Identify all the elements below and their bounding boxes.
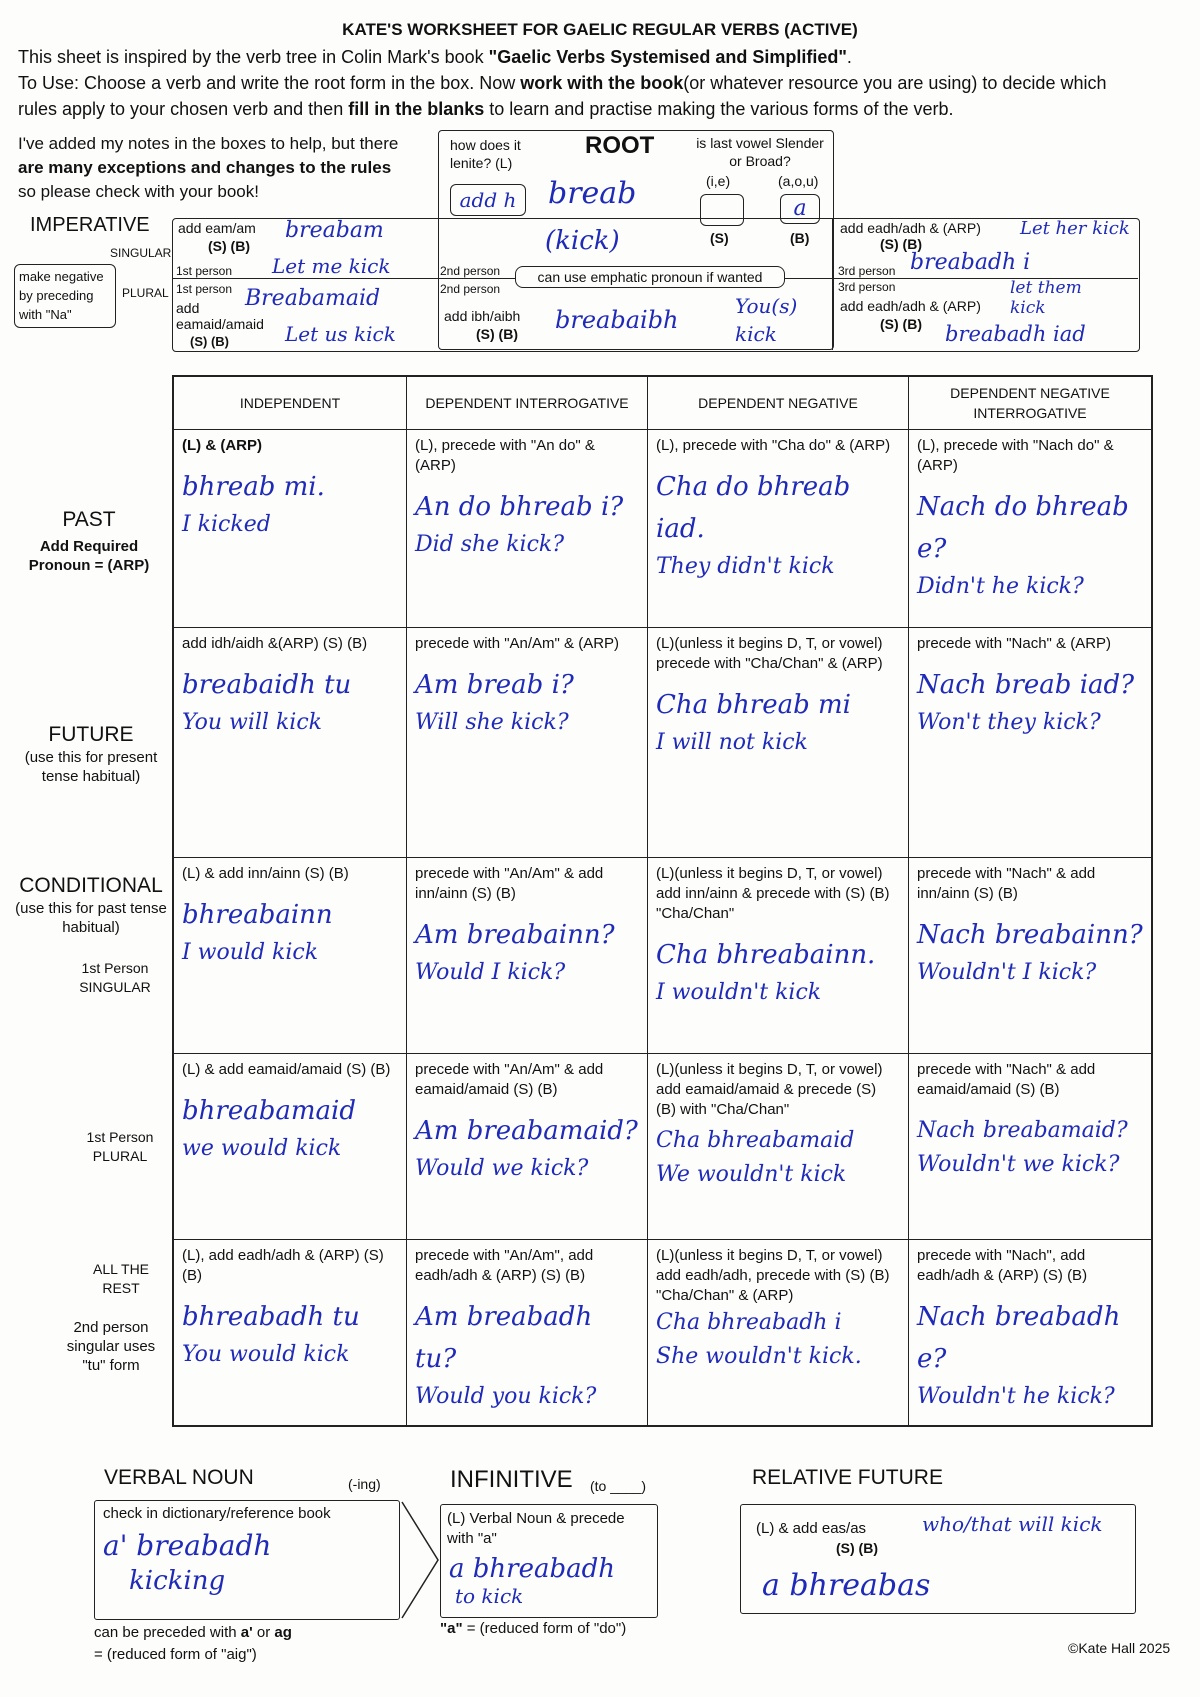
grid-cell[interactable]	[407, 628, 648, 858]
imp-1pl-meaning: Let us kick	[285, 322, 396, 346]
imp-1sg-meaning: Let me kick	[272, 254, 391, 278]
imperative-vline	[832, 218, 833, 350]
grid-row-cond-rest	[173, 1240, 1152, 1426]
imp-3sg-person: 3rd person	[838, 264, 896, 278]
vn-note-d: ag	[274, 1624, 292, 1641]
broad-b-label: (B)	[790, 230, 810, 246]
infinitive-rule: (L) Verbal Noun & precede with "a"	[447, 1510, 625, 1547]
grid-cell[interactable]	[648, 430, 909, 628]
cell-meaning: Wouldn't we kick?	[917, 1152, 1120, 1177]
cell-rule: precede with "Nach", add eadh/adh & (ARP) (S) (B)	[917, 1247, 1088, 1284]
cell-answer: Cha do bhreab iad.	[656, 472, 851, 544]
imp-2pl-sb: (S) (B)	[476, 326, 518, 342]
intro-emph2: fill in the blanks	[348, 99, 485, 119]
cell-meaning: I would kick	[182, 940, 319, 965]
intro-line2-end: (or whatever resource you are using) to decide which	[683, 73, 1107, 93]
imp-1pl-sb: (S) (B)	[190, 334, 229, 349]
grid-row-cond-1sg	[173, 858, 1152, 1054]
cell-answer: Nach breabainn?	[917, 920, 1143, 950]
row-label-past	[14, 510, 164, 575]
grid-cell[interactable]	[407, 1240, 648, 1426]
cell-answer: bhreabainn	[182, 900, 333, 930]
cell-rule: precede with "An/Am" & (ARP)	[415, 635, 620, 652]
imp-2pl-meaning: You(s) kick	[735, 294, 798, 346]
cell-rule: (L)(unless it begins D, T, or vowel) add inn/ainn & precede with (S) (B) "Cha/Chan"	[656, 865, 890, 922]
cell-answer: Am breab i?	[415, 670, 574, 700]
intro-dot: .	[846, 47, 852, 67]
imp-2pl-rule: add ibh/aibh	[444, 308, 521, 324]
cond-rest-label: ALL THE REST	[92, 1261, 150, 1296]
imp-3sg-sb: (S) (B)	[880, 236, 922, 252]
singular-label: SINGULAR	[110, 246, 172, 260]
verbal-noun-label: VERBAL NOUN	[104, 1466, 254, 1489]
grid-cell[interactable]	[648, 858, 909, 1054]
cell-rule: precede with "Nach" & (ARP)	[917, 635, 1112, 652]
cell-rule: (L), precede with "Nach do" & (ARP)	[917, 437, 1114, 474]
cell-answer: Am breabadh tu?	[415, 1302, 593, 1374]
grid-cell[interactable]	[407, 858, 648, 1054]
cell-answer: Am breabamaid?	[415, 1116, 638, 1146]
cell-rule: (L)(unless it begins D, T, or vowel) add eadh/adh, precede with (S) (B) "Cha/Chan" & (ARP)	[656, 1247, 890, 1304]
cell-rule: precede with "Nach" & add inn/ainn (S) (B)	[917, 865, 1096, 902]
cell-rule: precede with "An/Am" & add inn/ainn (S) (B)	[415, 865, 604, 902]
emphatic-note: can use emphatic pronoun if wanted	[515, 266, 785, 288]
cell-meaning: I wouldn't kick	[656, 980, 822, 1005]
grid-cell[interactable]	[173, 628, 407, 858]
header-independent: INDEPENDENT	[173, 376, 407, 430]
grid-row-cond-1pl	[173, 1054, 1152, 1240]
infinitive-to: (to ____)	[590, 1478, 647, 1494]
note-line2: are many exceptions and changes to the rules	[18, 158, 392, 177]
infinitive-label: INFINITIVE	[450, 1466, 573, 1493]
imp-3pl-answer[interactable]: breabadh iad	[945, 322, 1086, 346]
root-meaning: (kick)	[545, 226, 620, 256]
verbal-noun-rule: check in dictionary/reference book	[103, 1505, 331, 1522]
verbal-noun-note	[94, 1622, 292, 1666]
root-label: ROOT	[585, 132, 655, 159]
grid-cell[interactable]	[173, 1054, 407, 1240]
cell-meaning: We wouldn't kick	[656, 1162, 847, 1187]
slender-s-label: (S)	[710, 230, 729, 246]
cell-rule: (L) & (ARP)	[182, 437, 262, 454]
cell-answer: Cha bhreabadh i	[656, 1310, 842, 1335]
plural-label: PLURAL	[122, 286, 169, 300]
cell-rule: (L), add eadh/adh & (ARP) (S) (B)	[182, 1247, 384, 1284]
cell-answer: An do bhreab i?	[415, 492, 624, 522]
negative-note: make negative by preceding with "Na"	[14, 264, 116, 328]
verbal-noun-meaning: kicking	[129, 1566, 226, 1596]
grid-row-past	[173, 430, 1152, 628]
past-label: PAST	[62, 508, 116, 531]
vn-note-b: a'	[240, 1624, 253, 1641]
cell-meaning: They didn't kick	[656, 554, 835, 579]
notes-text	[18, 132, 438, 204]
imp-1sg-sb: (S) (B)	[208, 238, 250, 254]
cell-meaning: You would kick	[182, 1342, 350, 1367]
cell-meaning: I kicked	[182, 512, 271, 537]
imp-1sg-person: 1st person	[176, 264, 233, 278]
conditional-label: CONDITIONAL	[19, 874, 163, 897]
cell-meaning: Did she kick?	[415, 532, 565, 557]
imp-1sg-rule: add eam/am	[178, 220, 256, 236]
infinitive-note	[440, 1620, 626, 1637]
future-sub: (use this for present tense habitual)	[24, 749, 158, 785]
cell-rule: add idh/aidh &(ARP) (S) (B)	[182, 635, 368, 652]
future-label: FUTURE	[48, 723, 134, 746]
cell-rule: precede with "An/Am", add eadh/adh & (ARP) (S) (B)	[415, 1247, 594, 1284]
cell-answer: bhreab mi.	[182, 472, 325, 502]
rel-future-answer: a bhreabas	[762, 1568, 931, 1603]
grid-cell[interactable]	[407, 430, 648, 628]
broad-vowels: (a,o,u)	[778, 173, 819, 189]
infinitive-box[interactable]	[440, 1504, 658, 1618]
cell-meaning: Didn't he kick?	[917, 574, 1084, 599]
grid-cell[interactable]	[407, 1054, 648, 1240]
cell-answer: bhreabadh tu	[182, 1302, 360, 1332]
cell-rule: (L)(unless it begins D, T, or vowel) precede with "Cha/Chan" & (ARP)	[656, 635, 883, 672]
rel-future-meaning: who/that will kick	[922, 1512, 1103, 1536]
inf-note-b: = (reduced form of "do")	[462, 1620, 627, 1637]
arrow-right-icon	[400, 1500, 444, 1620]
intro-text	[18, 44, 1188, 122]
past-sub: Add Required Pronoun = (ARP)	[28, 538, 150, 574]
grid-cell[interactable]	[909, 430, 1153, 628]
intro-line3: rules apply to your chosen verb and then	[18, 99, 349, 119]
cond-1pl-label: 1st Person PLURAL	[86, 1129, 154, 1164]
grid-header-row	[173, 376, 1152, 430]
grid-cell[interactable]	[909, 1240, 1153, 1426]
imp-1pl-answer[interactable]: Breabamaid	[245, 286, 381, 311]
header-dep-interrogative: DEPENDENT INTERROGATIVE	[407, 376, 648, 430]
worksheet-title: KATE'S WORKSHEET FOR GAELIC REGULAR VERBS (ACTIVE)	[342, 20, 858, 39]
cell-meaning: Won't they kick?	[917, 710, 1101, 735]
intro-emph1: work with the book	[520, 73, 684, 93]
cell-answer: Nach do bhreab e?	[917, 492, 1129, 564]
cell-meaning: Will she kick?	[415, 710, 569, 735]
header-dep-neg-interrogative: DEPENDENT NEGATIVE INTERROGATIVE	[909, 376, 1153, 430]
copyright: ©Kate Hall 2025	[1068, 1640, 1171, 1656]
imp-1sg-answer[interactable]: breabam	[285, 218, 384, 243]
cell-meaning: She wouldn't kick.	[656, 1344, 862, 1369]
imp-3sg-answer[interactable]: breabadh i	[910, 250, 1031, 275]
cell-answer: breabaidh tu	[182, 670, 352, 700]
cell-answer: Am breabainn?	[415, 920, 615, 950]
cell-meaning: I will not kick	[656, 730, 808, 755]
conditional-sub: (use this for past tense habitual)	[15, 900, 167, 936]
cell-meaning: Would I kick?	[415, 960, 566, 985]
relative-future-label: RELATIVE FUTURE	[752, 1466, 943, 1489]
grid-cell[interactable]	[173, 858, 407, 1054]
slender-vowels: (i,e)	[706, 173, 731, 189]
imp-3pl-rule: add eadh/adh & (ARP)	[840, 298, 981, 314]
cell-rule: (L) & add inn/ainn (S) (B)	[182, 865, 349, 882]
lenite-question: how does it lenite? (L)	[450, 137, 521, 171]
inf-note-a: "a"	[440, 1620, 463, 1637]
vn-note-a: can be preceded with	[94, 1624, 241, 1641]
cell-rule: precede with "Nach" & add eamaid/amaid (S) (B)	[917, 1061, 1096, 1098]
cell-rule: precede with "An/Am" & add eamaid/amaid (S) (B)	[415, 1061, 604, 1098]
imp-2pl-answer[interactable]: breabaibh	[555, 306, 679, 334]
note-line3: so please check with your book!	[18, 182, 259, 201]
grid-cell[interactable]	[648, 1054, 909, 1240]
cell-meaning: Would you kick?	[415, 1384, 597, 1409]
imp-3pl-meaning: let them kick	[1010, 278, 1082, 318]
infinitive-answer: a bhreabadh	[449, 1554, 616, 1584]
cell-rule: (L)(unless it begins D, T, or vowel) add eamaid/amaid & precede (S) (B) with "Cha/Chan"	[656, 1061, 883, 1118]
intro-line2: To Use: Choose a verb and write the root form in the box. Now	[18, 73, 521, 93]
infinitive-meaning: to kick	[455, 1584, 524, 1608]
vn-note-e: = (reduced form of "aig")	[94, 1646, 257, 1663]
cell-meaning: Would we kick?	[415, 1156, 589, 1181]
book-title: "Gaelic Verbs Systemised and Simplified"	[488, 47, 847, 67]
imperative-label: IMPERATIVE	[30, 214, 150, 236]
cell-meaning: Wouldn't I kick?	[917, 960, 1097, 985]
cell-rule: (L) & add eamaid/amaid (S) (B)	[182, 1061, 391, 1078]
intro-line3-end: to learn and practise making the various forms of the verb.	[484, 99, 954, 119]
broad-checkbox[interactable]: a	[780, 194, 820, 224]
grid-cell[interactable]	[909, 1054, 1153, 1240]
grid-cell[interactable]	[173, 430, 407, 628]
rel-future-sb: (S) (B)	[836, 1540, 878, 1556]
row-label-future	[10, 725, 172, 786]
grid-cell[interactable]	[648, 1240, 909, 1426]
imp-3sg-meaning: Let her kick	[1020, 218, 1130, 239]
cell-answer: bhreabamaid	[182, 1096, 356, 1126]
verbal-noun-box[interactable]	[94, 1500, 400, 1620]
root-word[interactable]: breab	[548, 176, 637, 211]
cell-meaning: we would kick	[182, 1136, 342, 1161]
verbal-noun-ing: (-ing)	[348, 1476, 381, 1492]
cell-answer: Cha bhreabainn.	[656, 940, 876, 970]
note-line1: I've added my notes in the boxes to help, but there	[18, 134, 399, 153]
cell-rule: (L), precede with "Cha do" & (ARP)	[656, 437, 891, 454]
cell-rule: (L), precede with "An do" & (ARP)	[415, 437, 595, 474]
vn-note-c: or	[252, 1624, 275, 1641]
cell-answer: Cha bhreab mi	[656, 690, 851, 720]
cell-meaning: Wouldn't he kick?	[917, 1384, 1115, 1409]
imp-1pl-person: 1st person	[176, 282, 233, 296]
grid-cell[interactable]	[909, 858, 1153, 1054]
cell-answer: Nach breab iad?	[917, 670, 1135, 700]
lenite-answer[interactable]: add h	[450, 184, 526, 216]
row-label-conditional	[10, 876, 172, 997]
grid-row-future	[173, 628, 1152, 858]
cell-meaning: You will kick	[182, 710, 322, 735]
cell-answer: Nach breabamaid?	[917, 1118, 1128, 1143]
grid-cell[interactable]	[909, 628, 1153, 858]
cond-1sg-label: 1st Person SINGULAR	[79, 960, 151, 995]
grid-cell[interactable]	[173, 1240, 407, 1426]
cell-answer: Cha bhreabamaid	[656, 1128, 855, 1153]
imp-2pl-person: 2nd person	[440, 282, 501, 296]
vowel-question: is last vowel Slender or Broad?	[696, 135, 824, 169]
imp-3pl-person: 3rd person	[838, 280, 896, 294]
verb-grid	[172, 375, 1153, 1427]
rel-future-rule: (L) & add eas/as	[756, 1520, 867, 1537]
imp-1pl-rule: add eamaid/amaid	[176, 300, 264, 332]
intro-line1: This sheet is inspired by the verb tree in Colin Mark's book	[18, 47, 489, 67]
imp-3sg-rule: add eadh/adh & (ARP)	[840, 220, 981, 236]
verbal-noun-answer: a' breabadh	[103, 1529, 272, 1562]
imp-2sg-person: 2nd person	[440, 264, 501, 278]
cell-answer: Nach breabadh e?	[917, 1302, 1121, 1374]
cond-rest-sub: 2nd person singular uses "tu" form	[66, 1319, 156, 1374]
imp-3pl-sb: (S) (B)	[880, 316, 922, 332]
grid-cell[interactable]	[648, 628, 909, 858]
header-dep-negative: DEPENDENT NEGATIVE	[648, 376, 909, 430]
